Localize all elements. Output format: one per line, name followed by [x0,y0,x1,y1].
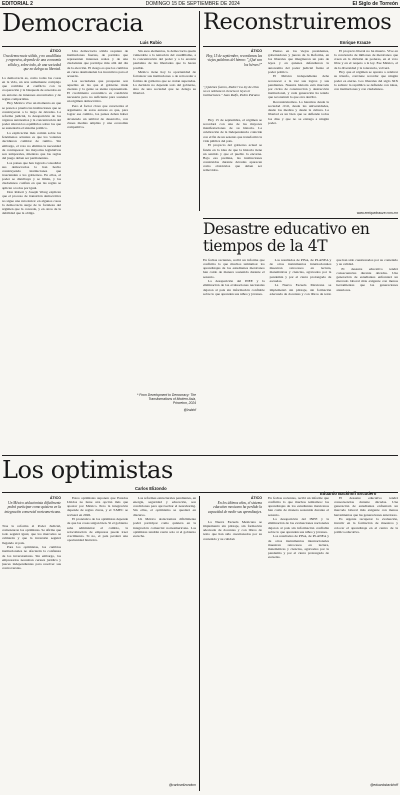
epigraph-reconstruiremos: "¿Quiénes fueron, Padre? La ley de ellos no es nobleza ni ciencia ni leyes ni instituciones." Juan Rulfo, Pedro Páramo [203,85,260,97]
paragraph: Estos optimistas suponen que Estados Unidos no tiene otra opción más que apostar por México. Pero la integración depende de reglas claras, y el T-MEC se revisará en 2026. [67,496,128,517]
paragraph: Los resultados de PISA, de PLANEA y de otros instrumentos internacionales muestran retrocesos en lectura, matemáticas y ciencias, agravados por la pandemia y por el cierre prolongado de escuelas. [268,534,329,560]
handle-reconstruiremos: www.enriquekrauze.com.mx [356,211,398,215]
rule-reconstruiremos [203,46,398,47]
newspaper-brand: El Siglo de Torreón [352,0,398,7]
byline-optimistas: Carlos Elizondo [135,486,167,491]
paragraph: Un México aislacionista difícilmente podrá participar como quisiera en la integración comercial norteamericana. Los optimistas tendrán razón solo si el gobierno escucha. [133,517,196,538]
handle-democracia: @lrubiof [183,408,196,412]
column-divider [199,11,200,211]
column-divider [199,496,200,791]
deck-reconstruiremos: Hoy, 15 de septiembre, recordamos las viejas palabras del himno: "¿Qué son los héroes?" [206,54,262,67]
paragraph: Hoy 15 de septiembre, el régimen se recordará con una de las mayores manifestaciones de su historia. La celebración de la Independencia coincide con el fin de un sexenio que transformó la vida pública del país. [203,118,262,143]
column-optimistas-2 [67,496,128,790]
paragraph: Don Robert y Joseph Wong explican que el proceso de transición democrática no sigue una ruta única: en algunos casos la democracia surge de la fortaleza del régimen que la concede, y en otros de la debilidad que la obliga. [2,190,61,215]
masthead-bar [0,0,400,8]
issue-date: DOMINGO 15 DE SEPTIEMBRE DE 2024 [145,0,240,7]
column-reconstruiremos-2 [268,49,329,216]
handle-4t: @eduardobackhoff [370,783,398,787]
paragraph: La Nueva Escuela Mexicana se implementó sin pilotaje, sin formación adecuada de docentes y con libros de texto que han sido cuestionados por su contenido y su calidad. [203,520,262,541]
paragraph: Hoy que el régimen se apresta a celebrar su triunfo, conviene recordar que ningún poder es eterno. Los liberales del siglo XIX lo sabían: la república se defiende con ideas, con instituciones y con ciudadanos. [334,70,398,91]
rule-democracia [2,46,196,47]
paragraph: El proyecto del gobierno actual se funda en la idea de que la historia tiene un sentido y que el pueblo la encarna. Bajo esa premisa, las instituciones construidas durante décadas aparecen como obstáculos que deben ser removidos. [203,143,262,173]
paragraph: El México independiente debe reconocer a la vez sus logros y sus pendientes. Nuestra historia está marcada por ciclos de construcción y destrucción institucional, y cada generación ha tenido que reconstruir lo que otra derribó. [268,74,329,100]
paragraph: Los países que han logrado consolidar sus democracias lo han hecho construyendo instituciones que trascienden a los gobiernos. En ellos, el poder se distribuye y se limita, y los ciudadanos confían en que las reglas se aplican a todos por igual. [2,160,61,190]
rule-optimistas [2,492,398,493]
column-4t-2 [334,496,398,780]
deck-4t: En los últimos años, el sistema educativo mexicano ha perdido la capacidad de medir sus aprendizajes. [207,501,262,514]
column-4t-0 [203,520,262,790]
deck-optimistas: Un México aislacionista difícilmente podrá participar como quisiera en la integración comercial norteamericana. [4,501,61,514]
paragraph: Es urgente recuperar la evaluación, invertir en la formación de maestros y colocar el aprendizaje en el centro de la política educativa. [334,517,398,534]
paragraph: En fechas recientes, recibí un informe que confirma lo que muchos temíamos: los aprendizajes de los estudiantes mexicanos han caído de manera sostenida durante el sexenio. [268,496,329,517]
headline-optimistas: Los optimistas [2,456,173,484]
atico-democracia: ÁTICO [49,49,61,53]
column-democracia-1 [2,76,61,451]
rule-4t-top [203,218,398,219]
paragraph: Tras la reforma al Poder Judicial, comenzaron los optimistas. Se afirma que todo seguirá igual, que los mercados se calmarán y que la inversión seguirá llegando al país. [2,524,61,545]
column-democracia-3 [133,49,196,389]
column-optimistas-3 [133,496,196,780]
paragraph: La explicación más común sobre los fenómenos actuales es que los votantes decidieron cambiar de rumbo. Sin embargo, el voto no elimina la necesidad de contrapesos: las mayorías legislativas son temporales, mientras que las reglas del juego deben ser permanentes. [2,131,61,160]
byline-4t: Eduardo Backhoff Escudero [320,491,377,496]
byline-democracia: Luis Rubio [140,40,162,45]
headline-democracia: Democracia [2,9,144,37]
headline-4t: Desastre educativo en tiempos de la 4T [203,220,370,255]
paragraph: Para los optimistas, los cambios institucionales no afectarán la confianza de los inversionistas. Sin embargo, los empresarios necesitan certeza jurídica y jueces independientes para resolver sus controversias. [2,545,61,571]
paragraph: Reconstruiremos. Lo haremos desde la sociedad civil, desde las universidades, desde los medios y desde la cultura. La libertad es un bien que se defiende todos los días y que no se entrega a ningún poder. [268,99,329,125]
column-4t-upper [203,258,398,448]
atico-optimistas: ÁTICO [49,496,61,500]
atico-4t: ÁTICO [250,496,262,500]
paragraph: Las sociedades que prosperan son aquellas en las que el gobierno rinde cuentas y la gente se siente representada. El crecimiento económico es condición necesaria pero no suficiente para sostener un régimen democrático. [67,78,128,104]
paragraph: La democracia es, como todas las cosas en la vida, un arte sumamente complejo que combina el conflicto con la cooperación y la búsqueda de acuerdos en un entorno de intereses encontrados y de reglas compartidas. [2,76,61,101]
paragraph: Los resultados de PISA, de PLANEA y de otros instrumentos internacionales muestran retrocesos en lectura, matemáticas y ciencias, agravados por la pandemia y por el cierre prolongado de escuelas. [269,258,332,283]
paragraph: Las reformas estructurales pendientes, en energía, seguridad y educación, son condiciones para aprovechar el nearshoring. Sin ellas, el optimismo se quedará en discurso. [133,496,196,517]
column-democracia-2 [67,49,128,451]
deck-democracia: Una democracia sólida, y no caudillista y regresiva, depende de una economía sólida y, sobre todo, de una sociedad que no delega su libertad. [3,54,61,71]
column-4t-1 [268,496,329,790]
paragraph: El desastre educativo tendrá consecuencias durante décadas. Una generación de estudiantes enfrentará un mercado laboral más exigente con menos herramientas que las generaciones anteriores. [336,266,398,292]
paragraph: Hoy México vive un momento en que se ponen a prueba las instituciones que se construyeron a lo largo de décadas. La reforma judicial, la desaparición de los órganos autónomos y la concentración del poder alteran los equilibrios sobre los que se sustentaba el sistema político. [2,101,61,131]
column-reconstruiremos-1 [203,118,262,216]
page-number: 2 [30,0,33,7]
column-reconstruiremos-3 [334,49,398,209]
paragraph: Una democracia sólida requiere de instituciones fuertes, de partidos que representen intereses reales y de una ciudadanía que participe más allá del día de la elección. El riesgo es que los cambios en curso desmantelen los incentivos para el acuerdo. [67,49,128,78]
column-optimistas-1 [2,524,61,790]
byline-reconstruiremos: Enrique Krauze [340,40,371,45]
paragraph: México tiene hoy la oportunidad de fortalecer sus instituciones o de retroceder a formas de gobierno que se creían superadas. La decisión no depende solo del gobierno, sino de una sociedad que no delega su libertad. [133,70,196,96]
footnote-democracia: * From Development to Democracy: The Transformations of Modern Asia, Princeton, 2024 [137,393,196,405]
paragraph: El proyecto liberal no ha muerto. Vive en la conciencia de millones de mexicanos que creen en la división de poderes, en el voto libre y en el respeto a la ley. Ese México, el de la diversidad y la tolerancia, volverá. [334,49,398,70]
paragraph: En fechas recientes, recibí un informe que confirma lo que muchos temíamos: los aprendizajes de los estudiantes mexicanos han caído de manera sostenida durante el sexenio. [203,258,265,279]
paragraph: La desaparición del INEE y la eliminación de las evaluaciones nacionales dejaron al país sin información confiable sobre lo que aprenden sus niños y jóvenes. [268,517,329,534]
paragraph: La Nueva Escuela Mexicana se implementó sin pilotaje, sin formación adecuada de docentes y con libros de texto que han sido cuestionados por su contenido y su calidad. [269,258,398,296]
paragraph: El desastre educativo tendrá consecuencias durante décadas. Una generación de estudiantes enfrentará un mercado laboral más exigente con menos herramientas que las generaciones anteriores. [334,496,398,517]
atico-reconstruiremos: ÁTICO [250,49,262,53]
paragraph: Sin esos elementos, la democracia queda vulnerable a la tentación del caudillismo, a la concentración del poder y a la erosión paulatina de las libertades que la hacen posible. [133,49,196,70]
headline-reconstruiremos: Reconstruiremos [203,9,392,35]
handle-optimistas: @carloselizondom [168,783,196,787]
paragraph: La desaparición del INEE y la eliminación de las evaluaciones nacionales dejaron al país sin información confiable sobre lo que aprenden sus niños y jóvenes. [203,279,265,296]
paragraph: Pero el factor clave que caracteriza al argumento de estos autores es que, para lograr ese cambio, los países deben haber alcanzado un umbral de desarrollo, con clases medias amplias y una economía competitiva. [67,104,128,129]
section-name: EDITORIAL [2,0,29,7]
paragraph: Pienso en los viejos presidentes, gobernadores y jueces de la Reforma, en los liberales que imaginaron un país de leyes y en quienes defendieron la autonomía del poder judicial frente al poder político. [268,49,329,74]
paragraph: El pronóstico de los optimistas depende de que las cosas salgan bien. Si el gobierno sabe administrar el cambio, la relocalización de empresas puede traer crecimiento. Si no, el país perderá una oportunidad histórica. [67,517,128,543]
